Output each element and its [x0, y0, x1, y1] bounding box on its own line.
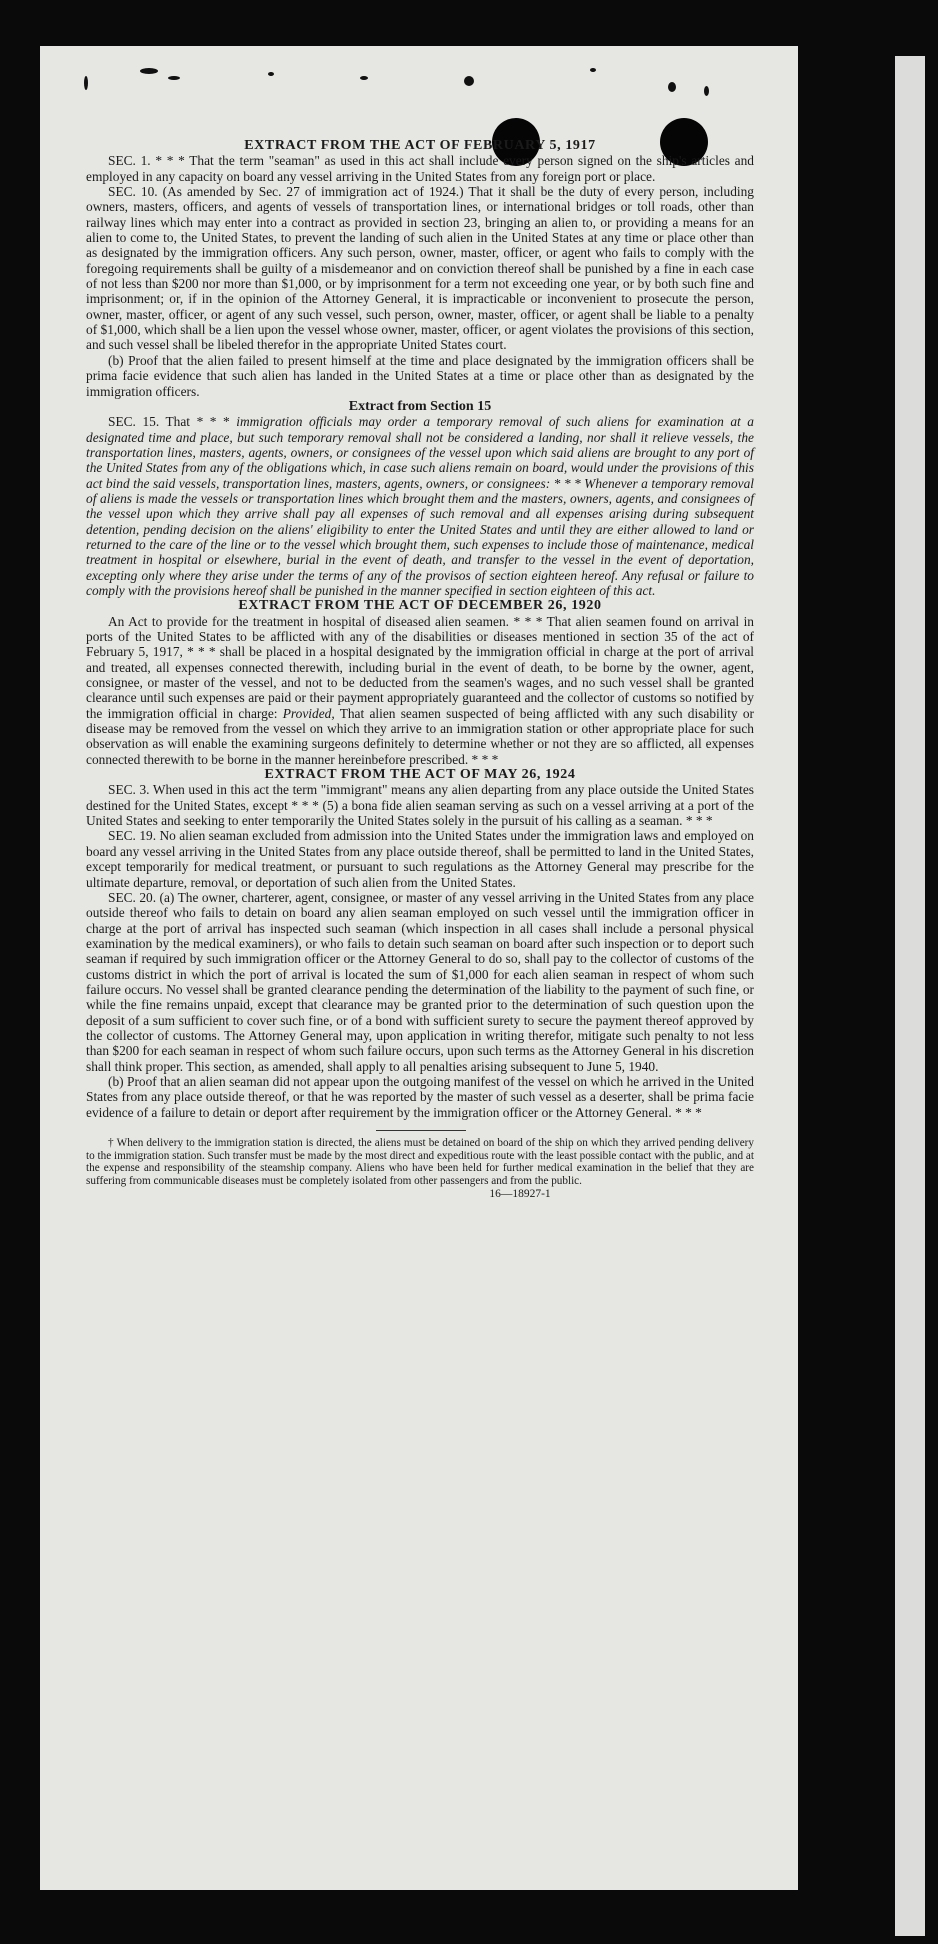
- scan-speck: [168, 76, 180, 80]
- heading-act-1924: EXTRACT FROM THE ACT OF MAY 26, 1924: [264, 767, 576, 783]
- act-1920-part-2: That alien seamen suspected of being afflicted with any such disability or disease may be removed from the vessel on which they arrive to an immigration station or other appropriate place for such observation as will enable the examining surgeons definitely to determine whether or not they are so afflicted, all expenses connected therewith to be borne in the manner hereinbefore prescribed. * * *: [86, 705, 754, 767]
- scan-speck: [704, 86, 709, 96]
- section-15-italic-text: immigration officials may order a temporary removal of such aliens for examination at a designated time and place, but such temporary removal shall not be considered a landing, nor shall it relieve vessels, the transportation lines, masters, agents, owners, or consignees of the vessel upon which said aliens are brought to any port of the United States from any of the obligations which, in case such aliens remain on board, would under the provisions of this act bind the said vessels, transportation lines, masters, agents, owners, or consignees: * * * Whenever a temporary removal of aliens is made the vessels or transportation lines which brought them and the masters, owners, agents, and consignees of the vessel upon which they arrive shall pay all expenses of such removal and all expenses arising during subsequent detention, pending decision on the aliens' eligibility to enter the United States and until they are either allowed to land or returned to the care of the line or to the vessel which brought them, such expenses to include those of maintenance, medical treatment in hospital or elsewhere, burial in the event of death, and transfer to the vessel in the event of deportation, excepting only where they arise under the terms of any of the provisos of section eighteen hereof. Any refusal or failure to comply with the provisions hereof shall be punished in the manner specified in section eighteen of this act.: [86, 414, 754, 598]
- footnote: † When delivery to the immigration station is directed, the aliens must be detained on board of the ship on which they arrived pending delivery to the immigration station. Such transfer must be made by the most direct and expeditious route with the least possible contact with the public, and at the expense and responsibility of the steamship company. Aliens who have been held for further medical examination in the belief that they are suffering from communicable diseases must be completely isolated from other passengers and from the public.: [86, 1137, 754, 1187]
- scan-speck: [464, 76, 474, 86]
- scan-speck: [590, 68, 596, 72]
- scan-speck: [84, 76, 88, 90]
- scan-speck: [668, 82, 676, 92]
- heading-act-1917: EXTRACT FROM THE ACT OF FEBRUARY 5, 1917: [244, 138, 596, 153]
- footnote-rule: [376, 1130, 466, 1131]
- section-15-lead: SEC. 15. That * * *: [108, 414, 230, 430]
- act-1920-part-1: An Act to provide for the treatment in hospital of diseased alien seamen. * * * That alien seamen found on arrival in ports of the United States to be afflicted with any of the disabilities or diseases mentioned in section 35 of the act of February 5, 1917, * * * shall be placed in a hospital designated by the immigration official in charge at the port of arrival and treated, all expenses connected therewith, including burial in the event of death, to be borne by the owner, agent, consignee, or master of the vessel, and not to be deducted from the seamen's wages, and no such vessel shall be granted clearance until such expenses are paid or their payment appropriately guaranteed and the collector of customs so notified by the immigration official in charge:: [86, 613, 754, 721]
- adjacent-page-edge: [895, 56, 925, 1936]
- section-19: SEC. 19. No alien seaman excluded from admission into the United States under the immigration laws and employed on board any vessel arriving in the United States from any place outside thereof, shall be permitted to land in the United States, except temporarily for medical treatment, or pursuant to such regulations as the Attorney General may prescribe for the ultimate departure, removal, or deportation of such alien from the United States.: [86, 828, 754, 890]
- section-20a: SEC. 20. (a) The owner, charterer, agent, consignee, or master of any vessel arriving in the United States from any place outside thereof who fails to detain on board any alien seaman employed on such vessel until the immigration officer in charge at the port of arrival has inspected such seaman (which inspection in all cases shall include a personal physical examination by the medical examiners), or who fails to detain such seaman on board after such inspection or to deport such seaman if required by such immigration officer or the Attorney General to do so, shall pay to the collector of customs of the customs district in which the port of arrival is located the sum of $1,000 for each alien seaman in respect of whom such failure occurs. No vessel shall be granted clearance pending the determination of the liability to the payment of such fine, or while the fine remains unpaid, except that clearance may be granted prior to the determination of such question upon the deposit of a sum sufficient to cover such fine, or of a bond with sufficient surety to secure the payment thereof approved by the collector of customs. The Attorney General may, upon application in writing therefor, mitigate such penalty to not less than $200 for each seaman in respect of whom such failure occurs, upon such terms as the Attorney General in his discretion shall think proper. This section, as amended, shall apply to all penalties arising subsequent to June 5, 1940.: [86, 889, 754, 1074]
- section-3: SEC. 3. When used in this act the term "immigrant" means any alien departing from any place outside the United States destined for the United States, except * * * (5) a bona fide alien seaman serving as such on a vessel arriving at a port of the United States and seeking to enter temporarily the United States solely in the pursuit of his calling as a seaman. * * *: [86, 782, 754, 829]
- heading-act-1920: EXTRACT FROM THE ACT OF DECEMBER 26, 1920: [238, 598, 602, 614]
- act-1920-provided: Provided,: [282, 705, 335, 721]
- scan-speck: [360, 76, 368, 80]
- section-10: SEC. 10. (As amended by Sec. 27 of immigration act of 1924.) That it shall be the duty of every person, including owners, masters, officers, and agents of vessels of transportation lines, or international bridges or toll roads, other than railway lines which may enter into a contract as provided in section 23, bringing an alien to, or providing a means for an alien to come to, the United States, to prevent the landing of such alien in the United States at any time or place other than as designated by the immigration officers. Any such person, owner, master, officer, or agent who fails to comply with the foregoing requirements shall be guilty of a misdemeanor and on conviction thereof shall be punished by a fine in each case of not less than $200 nor more than $1,000, or by imprisonment for a term not exceeding one year, or by both such fine and imprisonment; or, if in the opinion of the Attorney General, it is impracticable or inconvenient to prosecute the person, owner, master, officer, or agent of any such vessel, such person, owner, master, officer, or agent shall be liable to a penalty of $1,000, which shall be a lien upon the vessel whose owner, master, officer, or agent violates the provisions of this section, and such vessel shall be libeled therefor in the appropriate United States court.: [86, 184, 754, 353]
- scan-speck: [140, 68, 158, 74]
- act-1920-text: [86, 614, 754, 767]
- section-20b: (b) Proof that an alien seaman did not appear upon the outgoing manifest of the vessel on which he arrived in the United States from any place outside thereof, or that he was reported by the master of such vessel as a deserter, shall be prima facie evidence of a failure to detain or deport after requirement by the immigration officer or the Attorney General. * * *: [86, 1073, 754, 1120]
- document-number: 16—18927-1: [489, 1188, 551, 1201]
- section-10b: (b) Proof that the alien failed to present himself at the time and place designated by the immigration officers shall be prima facie evidence that such alien has landed in the United States at a time or place other than as designated by the immigration officers.: [86, 352, 754, 399]
- document-body: [86, 138, 754, 1203]
- document-page: [40, 46, 798, 1890]
- scan-speck: [268, 72, 274, 76]
- subheading-section-15: Extract from Section 15: [348, 398, 492, 414]
- section-15: [86, 414, 754, 598]
- section-1: SEC. 1. * * * That the term "seaman" as used in this act shall include every person signed on the ship's articles and employed in any capacity on board any vessel arriving in the United States from any foreign port or place.: [86, 153, 754, 184]
